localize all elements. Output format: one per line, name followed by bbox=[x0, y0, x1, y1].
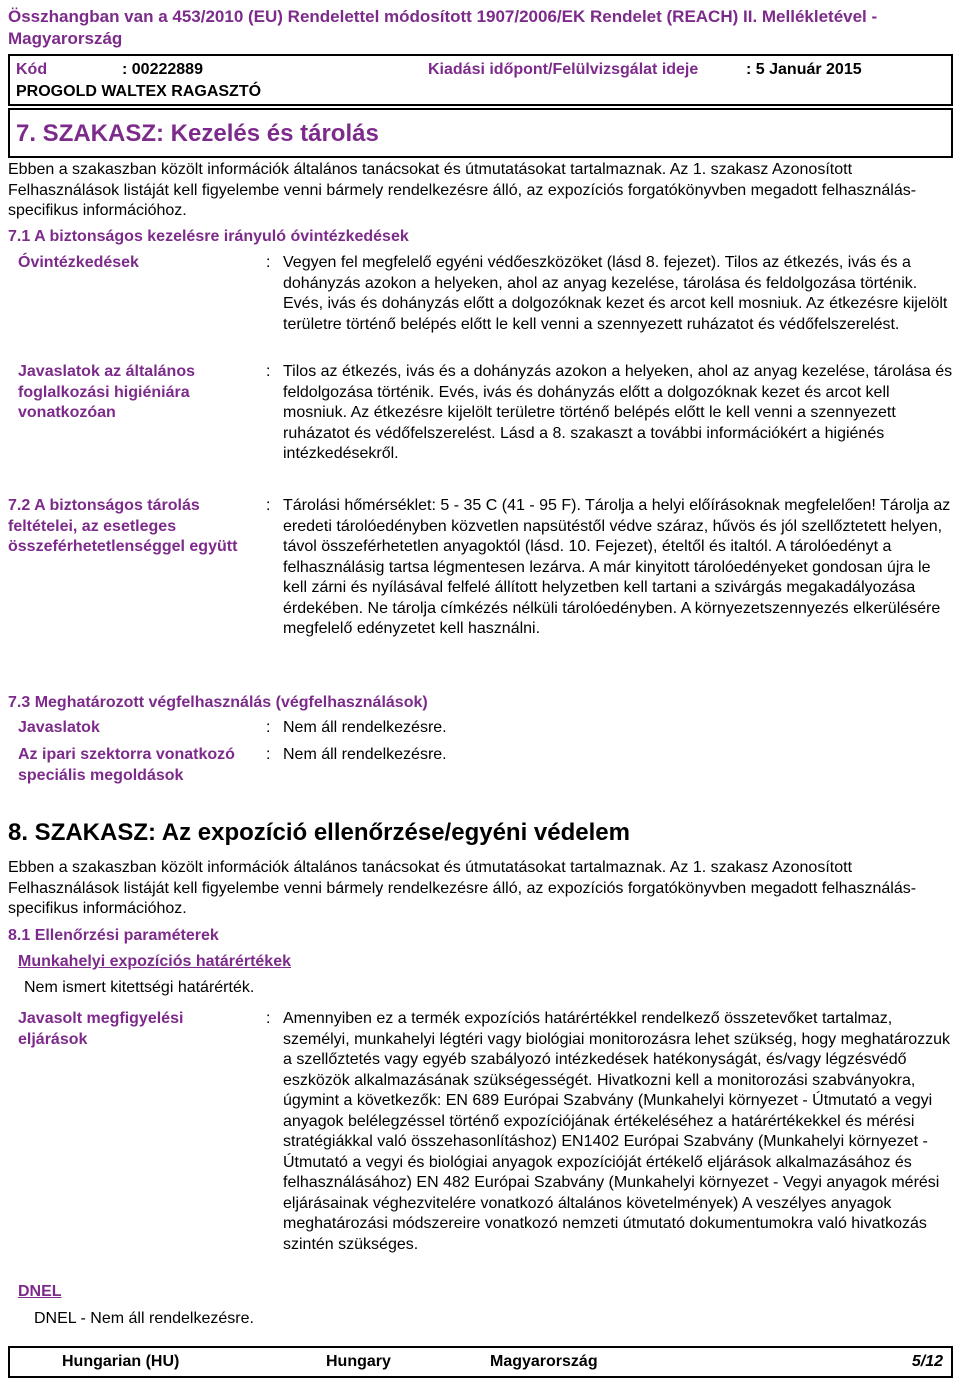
section-7-heading-box bbox=[8, 108, 953, 158]
no-exposure-limits-text: Nem ismert kitettségi határérték. bbox=[24, 979, 255, 996]
section-7-intro: Ebben a szakaszban közölt információk általános tanácsokat és útmutatásokat tartalmaznak. Az 1. szakasz Azonosított Felhasználások listáját kell figyelembe venni bármely rendelkezésre álló, az expozíciós forgatókönyvben megadott felhasználás-specifikus információhoz. bbox=[8, 161, 917, 219]
footer-country: Hungary bbox=[326, 1353, 391, 1370]
exposure-limits-heading: Munkahelyi expozíciós határértékek bbox=[18, 953, 291, 970]
colon: : bbox=[266, 254, 271, 271]
page-number: 5/12 bbox=[911, 1353, 943, 1370]
colon: : bbox=[266, 719, 271, 736]
value-ovintezkedesek: Vegyen fel megfelelő egyéni védőeszközöket (lásd 8. fejezet). Tilos az étkezés, ivás és a dohányzás azokon a helyeken, ahol az anyag kezelése, tárolása és feldolgozása történik. Evés, ivás és dohányzás előtt a dolgozóknak kezet és arcot kell mosniuk. Az étkezésre kijelölt területre történő belépés előtt le kell venni a szennyezett ruházatot és védőfelszerelést. bbox=[283, 254, 948, 333]
label-ipari-szektor: Az ipari szektorra vonatkozó speciális megoldások bbox=[18, 746, 235, 784]
section-8-title: 8. SZAKASZ: Az expozíció ellenőrzése/egyéni védelem bbox=[8, 819, 630, 846]
subsection-7-1-title: 7.1 A biztonságos kezelésre irányuló óvintézkedések bbox=[8, 228, 409, 245]
label-javaslatok: Javaslatok bbox=[18, 719, 100, 736]
dnel-text: DNEL - Nem áll rendelkezésre. bbox=[34, 1310, 254, 1327]
page-footer bbox=[8, 1346, 953, 1378]
value-javaslatok: Nem áll rendelkezésre. bbox=[283, 719, 447, 736]
value-ipari-szektor: Nem áll rendelkezésre. bbox=[283, 746, 447, 763]
subsection-7-2-title: 7.2 A biztonságos tárolás feltételei, az esetleges összeférhetetlenséggel együtt bbox=[8, 497, 238, 555]
colon: : bbox=[266, 746, 271, 763]
label-ovintezkedesek: Óvintézkedések bbox=[18, 254, 139, 271]
footer-country-local: Magyarország bbox=[490, 1353, 598, 1370]
value-monitoring: Amennyiben ez a termék expozíciós határértékkel rendelkező összetevőket tartalmaz, személyi, munkahelyi légtéri vagy biológiai monitorozásra lehet szükség, hogy meghatározzuk a szellőztetés vagy egyéb szabályozó intézkedések hatékonyságát, és/vagy légzésvédő eszközök alkalmazásának szükségességét. Hivatkozni kell a monitorozási szabványokra, úgymint a következők: EN 689 Európai Szabvány (Munkahelyi környezet - Útmutató a vegyi anyagok belélegzéssel történő expozíciójának értékeléséhez a határértékekkel és mérési stratégiákkal való összehasonlításhoz) EN1402 Európai Szabvány (Munkahelyi környezet - Útmutató a vegyi és biológiai anyagok expozícióját értékelő eljárások alkalmazásához és felhasználásához) EN 482 Európai Szabvány (Munkahelyi környezet - Vegyi anyagok mérési eljárásainak véghezvitelére vonatkozó általános követelmények) A veszélyes anyagok meghatározási módszereire vonatkozó nemzeti útmutató dokumentumokra való hivatkozás szintén szükséges. bbox=[283, 1010, 950, 1253]
colon: : bbox=[266, 363, 271, 380]
subsection-7-3-title: 7.3 Meghatározott végfelhasználás (végfelhasználások) bbox=[8, 694, 428, 711]
regulation-title: Összhangban van a 453/2010 (EU) Rendelettel módosított 1907/2006/EK Rendelet (REACH) II. Mellékletével - Magyarország bbox=[8, 7, 878, 48]
colon: : bbox=[266, 497, 271, 514]
document-header bbox=[8, 54, 953, 106]
value-tarolas: Tárolási hőmérséklet: 5 - 35 C (41 - 95 F). Tárolja a helyi előírásoknak megfelelően! Tárolja az eredeti tárolóedényben közvetlen napsütéstől védve száraz, hűvös és jól szellőztetett helyen, távol összeférhetetlen anyagoktól (lásd. 10. Fejezet), ételtől és italtól. A tárolóedényt a felhasználásig tartsa légmentesen lezárva. A már kinyitott tárolóedényeket gondosan újra le kell zárni és nyílásával felfelé állított helyzetben kell tartani a szivárgás megakadályozása érdekében. Ne tárolja címkézés nélküli tárolóedényben. A környezetszennyezés elkerülésére megfelelő edényzetet kell használni. bbox=[283, 497, 951, 637]
section-7-title: 7. SZAKASZ: Kezelés és tárolás bbox=[16, 120, 379, 147]
issue-date-label: Kiadási időpont/Felülvizsgálat ideje bbox=[428, 61, 699, 78]
footer-language: Hungarian (HU) bbox=[62, 1353, 180, 1370]
value-higienia: Tilos az étkezés, ivás és a dohányzás azokon a helyeken, ahol az anyag kezelése, tárolása és feldolgozása történik. Evés, ivás és dohányzás előtt a dolgozóknak kezet és arcot kell mosniuk. Az étkezésre kijelölt területre történő belépés előtt le kell venni a szennyezett ruházatot és védőfelszerelést. Lásd a 8. szakaszt a további információkért a higiénés intézkedésekről. bbox=[283, 363, 953, 462]
label-higienia: Javaslatok az általános foglalkozási higiéniára vonatkozóan bbox=[18, 363, 195, 421]
subsection-8-1-title: 8.1 Ellenőrzési paraméterek bbox=[8, 927, 219, 944]
issue-date-value: : 5 Január 2015 bbox=[746, 61, 862, 78]
dnel-heading: DNEL bbox=[18, 1283, 62, 1300]
kod-label: Kód bbox=[16, 61, 48, 78]
section-8-intro: Ebben a szakaszban közölt információk általános tanácsokat és útmutatásokat tartalmaznak. Az 1. szakasz Azonosított Felhasználások listáját kell figyelembe venni bármely rendelkezésre álló, az expozíciós forgatókönyvben megadott felhasználás-specifikus információhoz. bbox=[8, 859, 917, 917]
product-name: PROGOLD WALTEX RAGASZTÓ bbox=[16, 83, 262, 100]
colon: : bbox=[266, 1010, 271, 1027]
label-monitoring: Javasolt megfigyelési eljárások bbox=[18, 1010, 184, 1048]
kod-value: : 00222889 bbox=[122, 61, 203, 78]
